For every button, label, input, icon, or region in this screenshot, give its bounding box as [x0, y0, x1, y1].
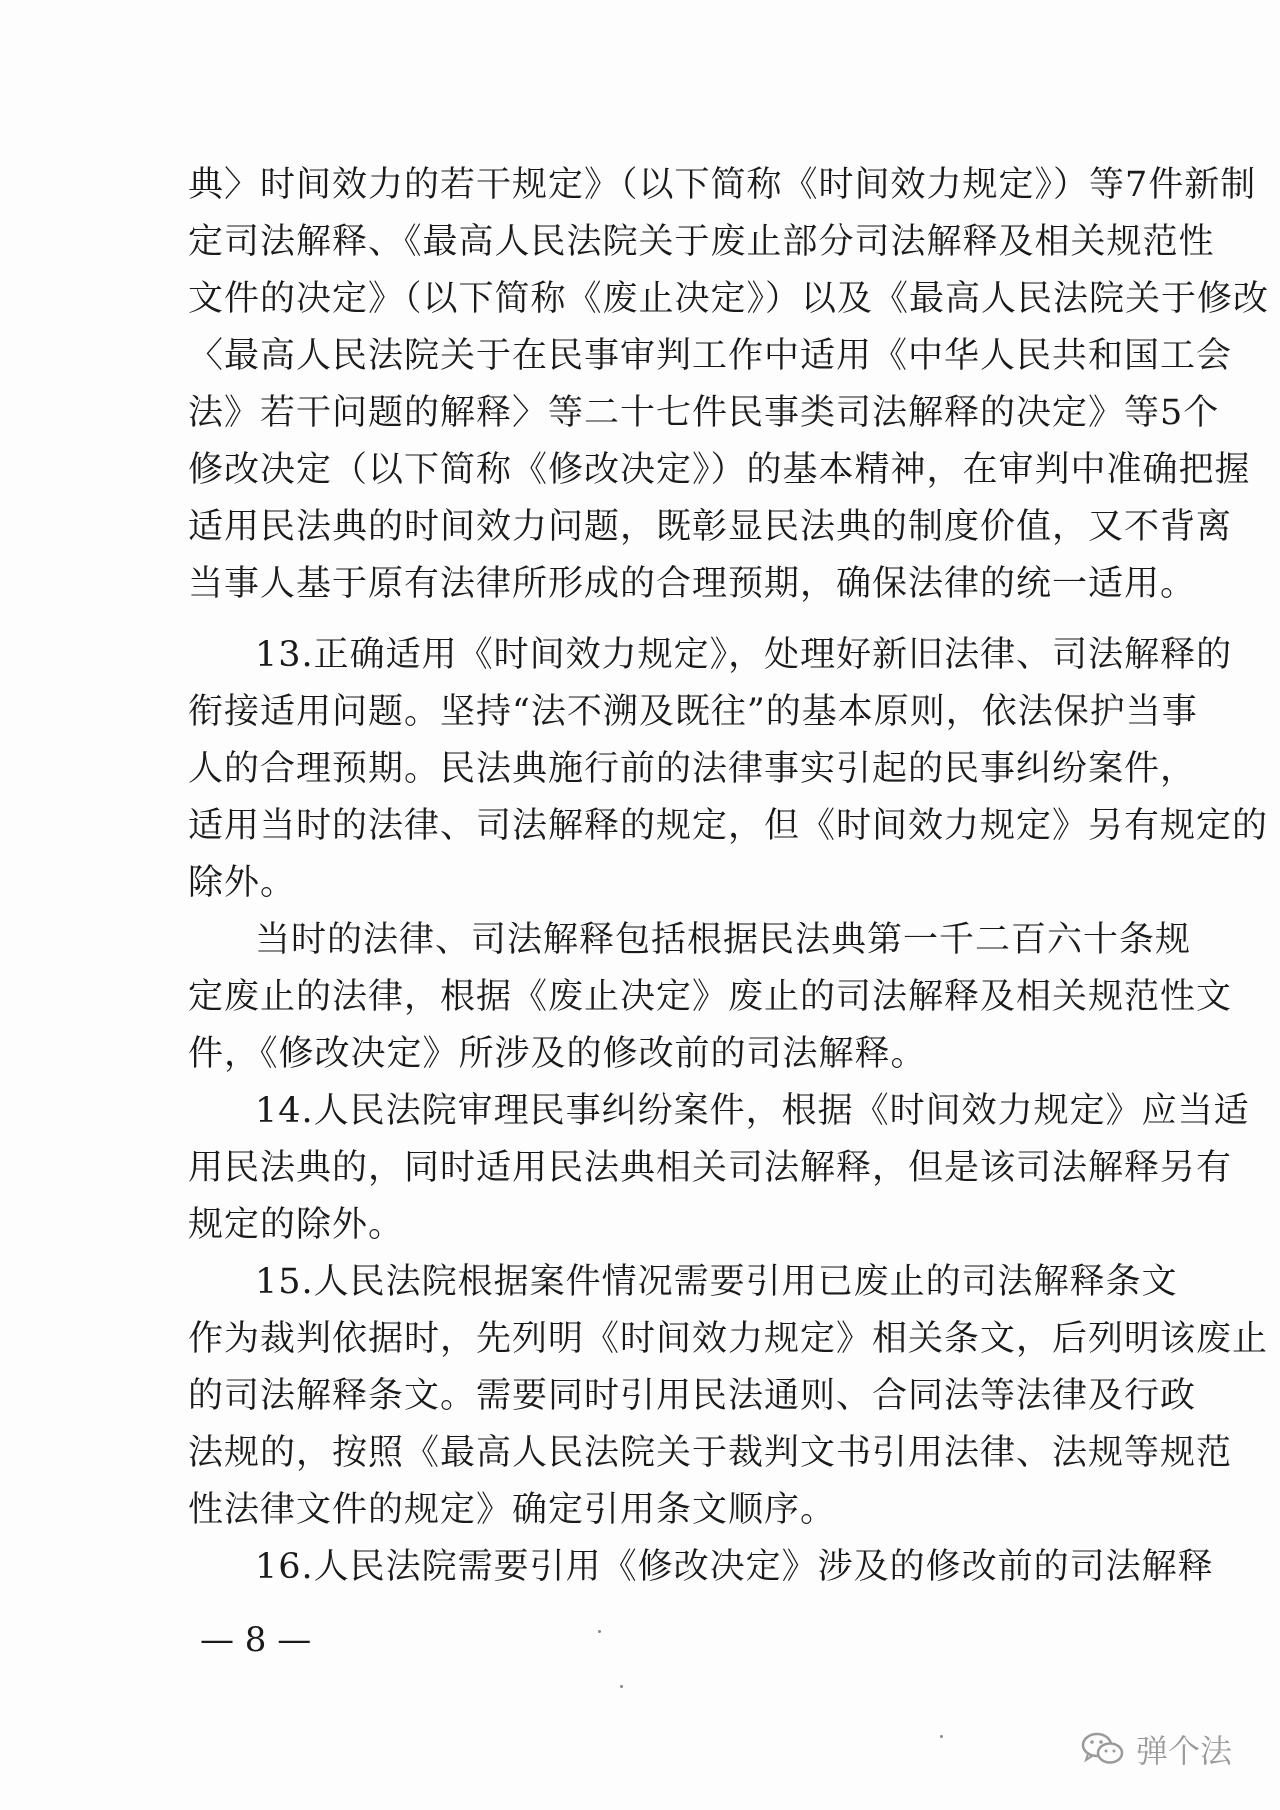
text-line: 法规的，按照《最高人民法院关于裁判文书引用法律、法规等规范 — [188, 1433, 1233, 1473]
page-number: — 8 — — [200, 1620, 312, 1660]
text-line: 除外。 — [188, 863, 297, 903]
watermark — [1080, 1726, 1232, 1772]
text-line: 当事人基于原有法律所形成的合理预期，确保法律的统一适用。 — [188, 564, 1197, 604]
text-line: 人的合理预期。民法典施行前的法律事实引起的民事纠纷案件， — [188, 749, 1197, 789]
text-line: 的司法解释条文。需要同时引用民法通则、合同法等法律及行政 — [188, 1376, 1197, 1416]
text-line: 修改决定（以下简称《修改决定》）的基本精神，在审判中准确把握 — [188, 450, 1251, 490]
text-line: 作为裁判依据时，先列明《时间效力规定》相关条文，后列明该废止 — [188, 1319, 1269, 1359]
paragraph-16-line: 16.人民法院需要引用《修改决定》涉及的修改前的司法解释 — [255, 1547, 1214, 1587]
text-line: 〈最高人民法院关于在民事审判工作中适用《中华人民共和国工会 — [188, 336, 1233, 376]
text-line: 适用民法典的时间效力问题，既彰显民法典的制度价值，又不背离 — [188, 507, 1233, 547]
scan-speck — [598, 1630, 601, 1633]
text-line: 定废止的法律，根据《废止决定》废止的司法解释及相关规范性文 — [188, 977, 1233, 1017]
scan-speck — [620, 1685, 623, 1688]
text-line: 文件的决定》（以下简称《废止决定》）以及《最高人民法院关于修改 — [188, 279, 1270, 319]
paragraph-13-line: 13.正确适用《时间效力规定》，处理好新旧法律、司法解释的 — [255, 635, 1233, 675]
wechat-icon — [1080, 1731, 1126, 1767]
text-line: 规定的除外。 — [188, 1205, 405, 1245]
paragraph-line: 当时的法律、司法解释包括根据民法典第一千二百六十条规 — [255, 920, 1192, 960]
text-line: 定司法解释、《最高人民法院关于废止部分司法解释及相关规范性 — [188, 222, 1215, 262]
watermark-text: 弹个法 — [1135, 1732, 1232, 1770]
paragraph-15-line: 15.人民法院根据案件情况需要引用已废止的司法解释条文 — [255, 1262, 1178, 1302]
scan-speck — [940, 1735, 943, 1738]
text-line: 件，《修改决定》所涉及的修改前的司法解释。 — [188, 1034, 927, 1074]
text-line: 适用当时的法律、司法解释的规定，但《时间效力规定》另有规定的 — [188, 806, 1269, 846]
text-line: 性法律文件的规定》确定引用条文顺序。 — [188, 1490, 837, 1530]
text-line: 典〉时间效力的若干规定》（以下简称《时间效力规定》）等7件新制 — [188, 165, 1257, 205]
text-line: 衔接适用问题。坚持“法不溯及既往”的基本原则，依法保护当事 — [188, 692, 1198, 732]
paragraph-14-line: 14.人民法院审理民事纠纷案件，根据《时间效力规定》应当适 — [255, 1091, 1250, 1131]
text-line: 用民法典的，同时适用民法典相关司法解释，但是该司法解释另有 — [188, 1148, 1233, 1188]
text-line: 法》若干问题的解释〉等二十七件民事类司法解释的决定》等5个 — [188, 393, 1220, 433]
